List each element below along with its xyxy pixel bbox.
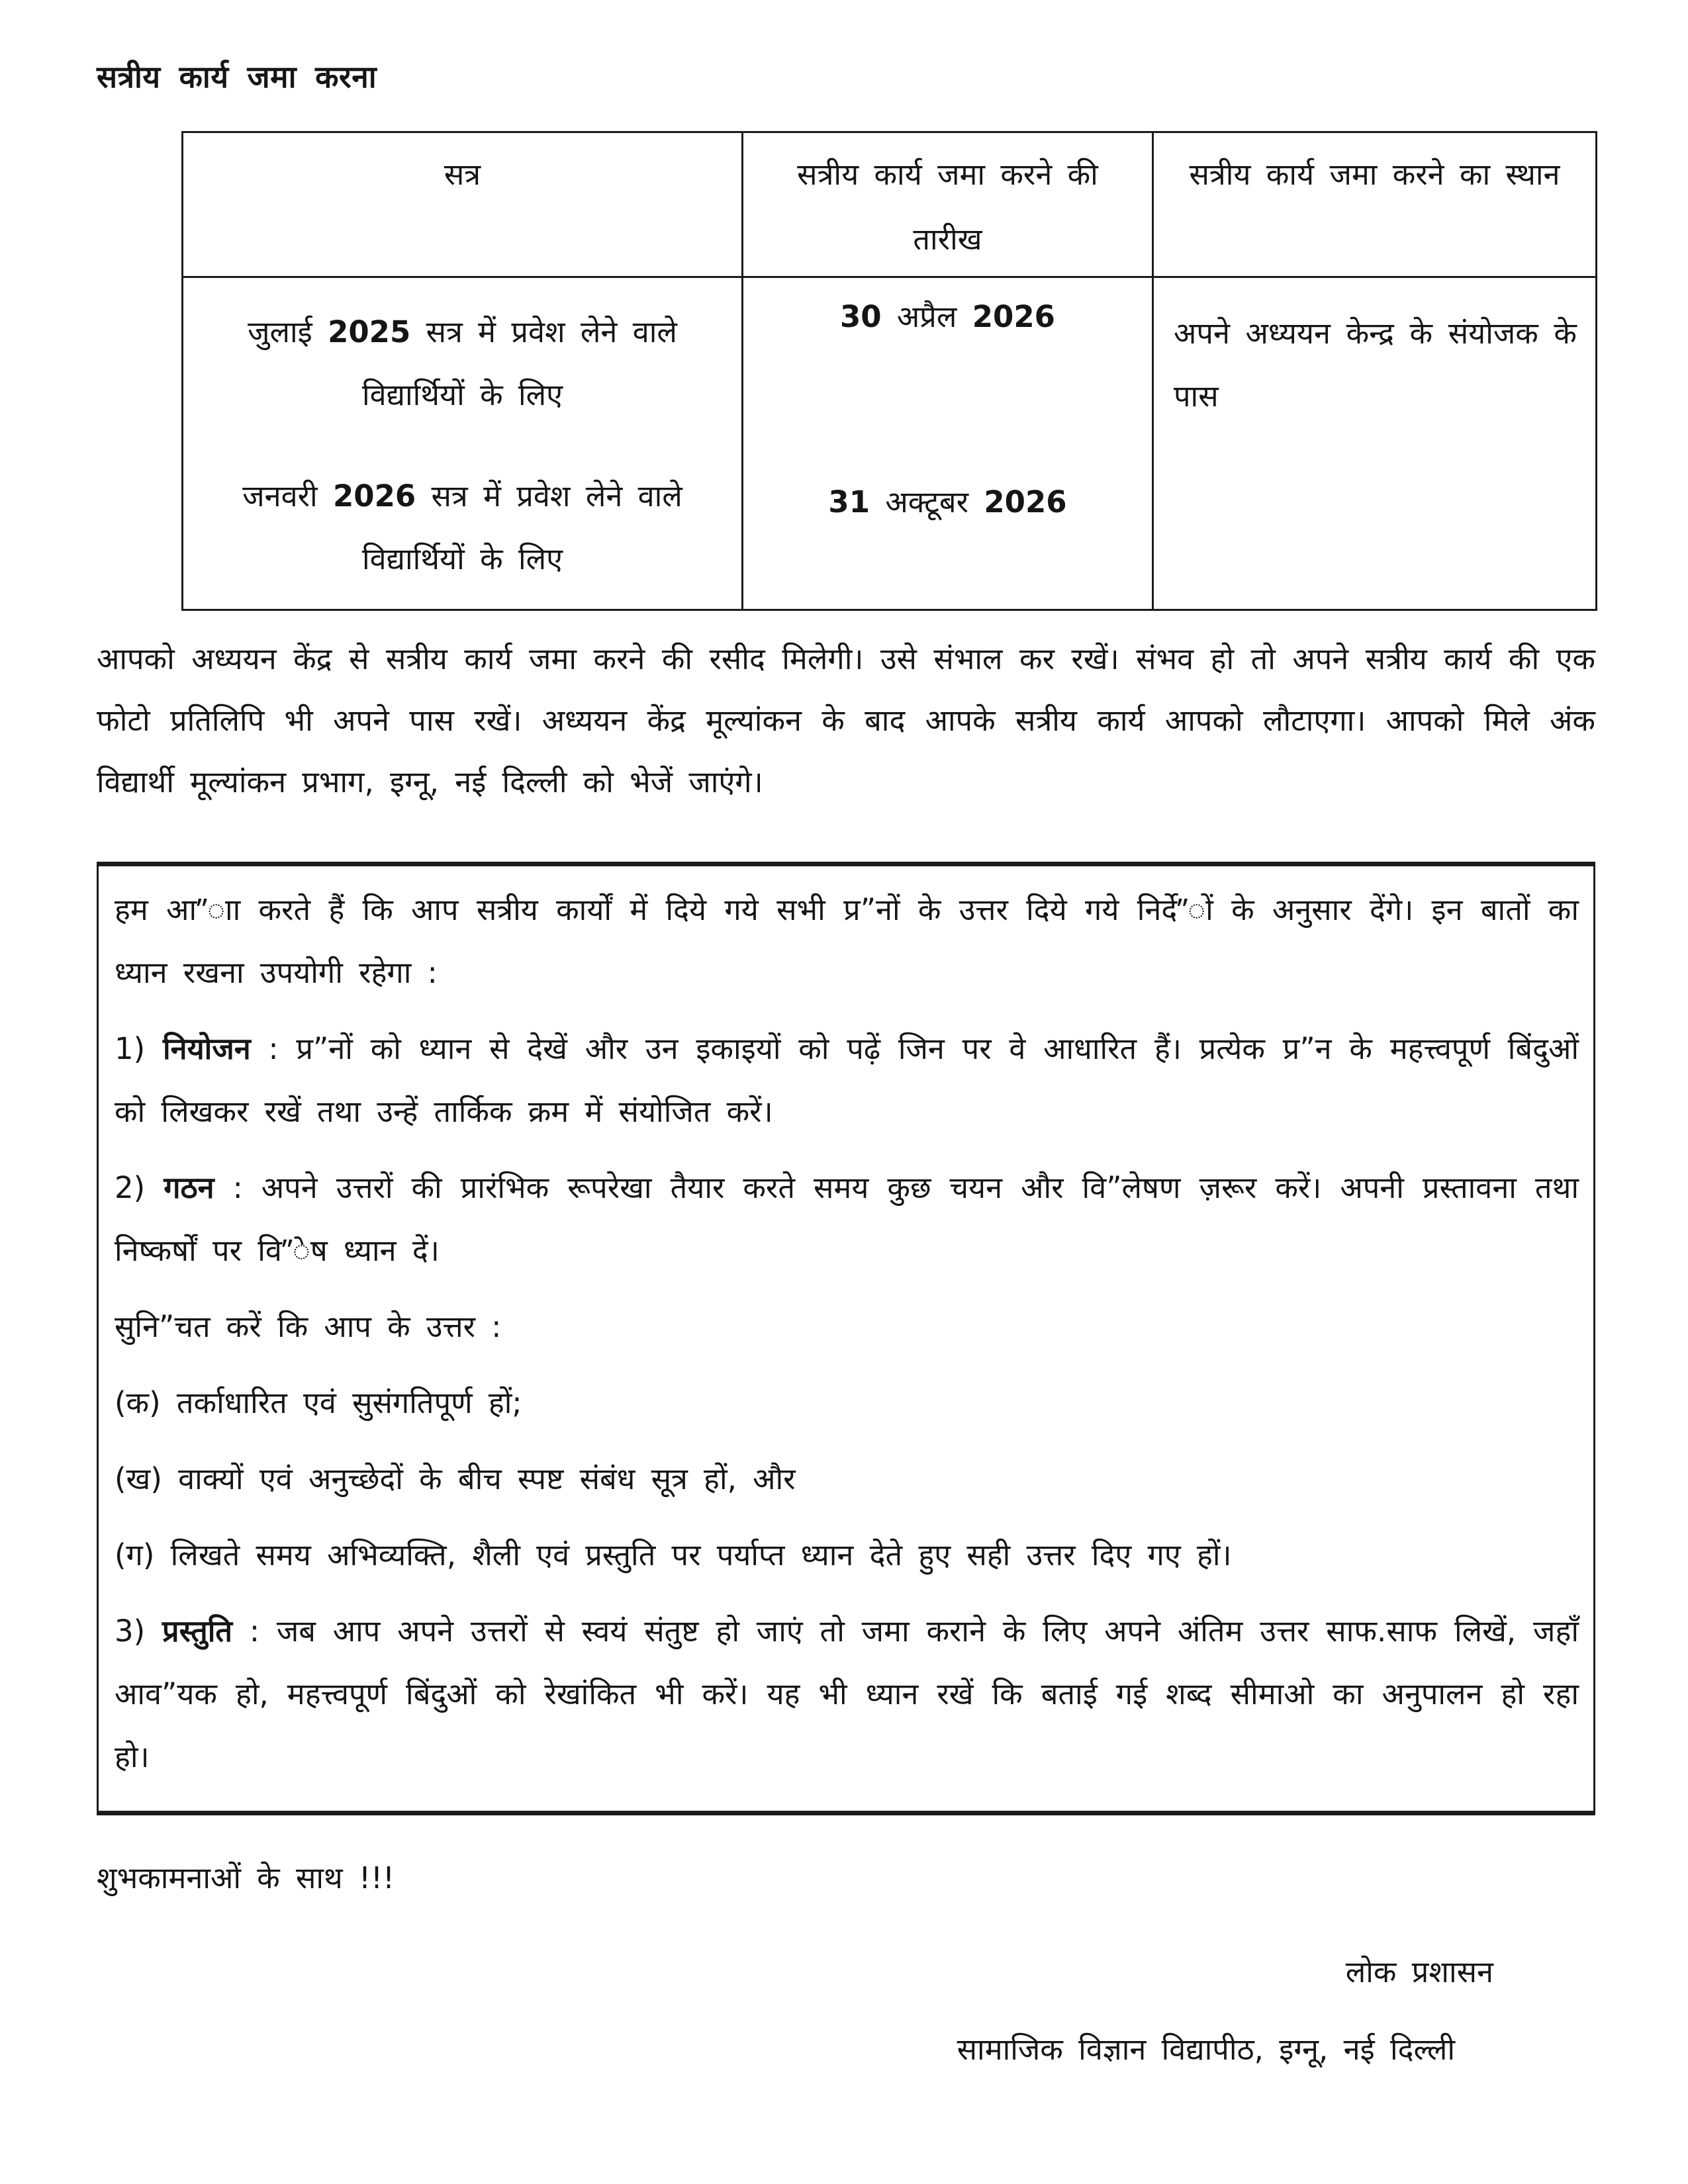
text-segment: जुलाई bbox=[248, 314, 328, 349]
ensure-line bbox=[115, 1295, 1579, 1358]
place-cell: अपने अध्ययन केन्द्र के संयोजक के पास bbox=[1153, 277, 1597, 610]
session-january-2026 bbox=[211, 465, 714, 590]
text-segment: प्रस्तुति bbox=[162, 1614, 233, 1649]
sub-point-ka bbox=[115, 1371, 1579, 1434]
text-segment: 3) bbox=[115, 1614, 163, 1649]
sub-point-ga bbox=[115, 1524, 1579, 1586]
text-segment: जनवरी bbox=[242, 478, 333, 514]
signature-school: सामाजिक विज्ञान विद्यापीठ, इग्नू, नई दिल्ली bbox=[957, 2032, 1455, 2067]
col-header-submission-date: सत्रीय कार्य जमा करने की तारीख bbox=[743, 132, 1153, 277]
text-segment: 1) bbox=[115, 1031, 163, 1066]
text-segment: : अपने उत्तरों की प्रारंभिक रूपरेखा तैयार करते समय कुछ चयन और वि”लेषण ज़रूर करें। अपनी प्रस्तावना तथा निष्कर्षों पर वि”ेष ध्यान दें। bbox=[115, 1170, 1579, 1268]
submission-schedule-table bbox=[181, 131, 1597, 611]
date-cell bbox=[743, 277, 1153, 610]
text-segment: : प्र”नों को ध्यान से देखें और उन इकाइयों को पढ़ें जिन पर वे आधारित हैं। प्रत्येक प्र”न के महत्त्वपूर्ण बिंदुओं को लिखकर रखें तथा उन्हें तार्किक क्रम में संयोजित करें। bbox=[115, 1031, 1579, 1129]
text-segment: (ख) वाक्यों एवं अनुच्छेदों के बीच स्पष्ट संबंध सूत्र हों, और bbox=[115, 1461, 796, 1496]
text-segment: (क) तर्काधारित एवं सुसंगतिपूर्ण हों; bbox=[115, 1385, 522, 1420]
text-segment: 2026 bbox=[332, 478, 416, 514]
text-segment: हम आ”ाा करते हैं कि आप सत्रीय कार्यों में दिये गये सभी प्र”नों के उत्तर दिये गये निर्दे”ों के अनुसार देंगे। इन बातों का ध्यान रखना उपयोगी रहेगा : bbox=[115, 892, 1579, 990]
text-segment: नियोजन bbox=[162, 1031, 251, 1066]
text-segment: सत्र में प्रवेश लेने वाले विद्यार्थियों के लिए bbox=[361, 478, 682, 576]
receipt-paragraph: आपको अध्ययन केंद्र से सत्रीय कार्य जमा करने की रसीद मिलेगी। उसे संभाल कर रखें। संभव हो तो अपने सत्रीय कार्य की एक फोटो प्रतिलिपि भी अपने पास रखें। अध्ययन केंद्र मूल्यांकन के बाद आपके सत्रीय कार्य आपको लौटाएगा। आपको मिले अंक विद्यार्थी मूल्यांकन प्रभाग, इग्नू, नई दिल्ली को भेजें जाएंगे। bbox=[97, 641, 1595, 799]
col-header-submission-place: सत्रीय कार्य जमा करने का स्थान bbox=[1153, 132, 1597, 277]
text-segment: अप्रैल bbox=[881, 299, 972, 334]
point-2-structure bbox=[115, 1156, 1579, 1282]
signature-course: लोक प्रशासन bbox=[1345, 1954, 1493, 1989]
page-title: सत्रीय कार्य जमा करना bbox=[97, 59, 377, 95]
text-segment: सत्र में प्रवेश लेने वाले विद्यार्थियों के लिए bbox=[361, 314, 677, 412]
guidelines-box bbox=[97, 862, 1595, 1815]
text-segment: 2026 bbox=[984, 484, 1067, 520]
table-header-row bbox=[183, 132, 1597, 277]
date-january-session bbox=[763, 482, 1132, 523]
guidelines-intro bbox=[115, 878, 1579, 1004]
text-segment: 2) bbox=[115, 1170, 164, 1205]
text-segment: सुनि”चत करें कि आप के उत्तर : bbox=[115, 1309, 502, 1344]
wishes-line: शुभकामनाओं के साथ !!! bbox=[97, 1860, 395, 1895]
text-segment: 30 bbox=[840, 299, 882, 334]
sub-point-kha bbox=[115, 1447, 1579, 1510]
text-segment: (ग) लिखते समय अभिव्यक्ति, शैली एवं प्रस्तुति पर पर्याप्त ध्यान देते हुए सही उत्तर दिए गए हों। bbox=[115, 1537, 1232, 1572]
text-segment: 2025 bbox=[328, 314, 411, 349]
text-segment: गठन bbox=[164, 1170, 214, 1205]
text-segment: 2026 bbox=[972, 299, 1055, 334]
text-segment: : जब आप अपने उत्तरों से स्वयं संतुष्ट हो जाएं तो जमा कराने के लिए अपने अंतिम उत्तर साफ.साफ लिखें, जहाँ आव”यक हो, महत्त्वपूर्ण बिंदुओं को रेखांकित भी करें। यह भी ध्यान रखें कि बताई गई शब्द सीमाओ का अनुपालन हो रहा हो। bbox=[115, 1614, 1579, 1774]
text-segment: 31 bbox=[828, 484, 870, 520]
table-body-row bbox=[183, 277, 1597, 610]
point-1-planning bbox=[115, 1017, 1579, 1143]
session-cell bbox=[183, 277, 743, 610]
session-july-2025 bbox=[211, 300, 714, 426]
date-july-session bbox=[763, 296, 1132, 338]
text-segment: अक्टूबर bbox=[870, 484, 984, 520]
point-3-presentation bbox=[115, 1600, 1579, 1788]
col-header-session: सत्र bbox=[183, 132, 743, 277]
